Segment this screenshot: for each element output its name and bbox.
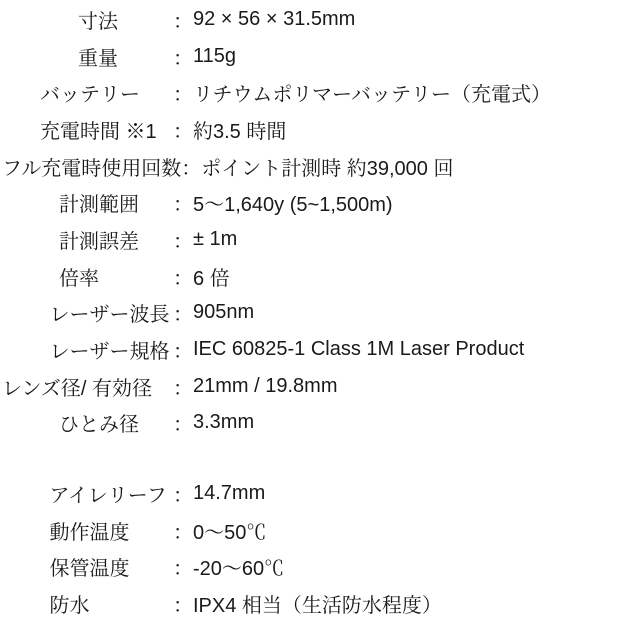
colon-separator: ： bbox=[173, 595, 193, 618]
spec-row bbox=[2, 512, 636, 549]
colon-separator: ： bbox=[173, 485, 193, 508]
colon-separator: ： bbox=[173, 267, 193, 290]
spec-label: 重量 bbox=[78, 47, 118, 70]
spec-row bbox=[2, 111, 636, 148]
colon-separator: ： bbox=[173, 230, 193, 253]
spec-row bbox=[2, 74, 636, 111]
spec-value: IEC 60825-1 Class 1M Laser Product bbox=[193, 338, 525, 361]
spec-row bbox=[2, 148, 636, 185]
spec-value: リチウムポリマーバッテリー（充電式） bbox=[193, 84, 551, 107]
spec-value: 115g bbox=[193, 44, 237, 67]
spec-row bbox=[2, 475, 636, 512]
spec-section bbox=[2, 475, 636, 622]
colon-separator: ： bbox=[173, 377, 193, 400]
spec-row bbox=[2, 549, 636, 586]
spec-label: アイレリーフ bbox=[49, 485, 167, 508]
spec-row bbox=[2, 38, 636, 75]
spec-value: 905nm bbox=[193, 301, 255, 324]
spec-label: 計測範囲 bbox=[59, 194, 139, 217]
spec-value: 3.3mm bbox=[193, 411, 255, 434]
spec-value: ± 1m bbox=[193, 227, 238, 250]
spec-value: 約3.5 時間 bbox=[193, 120, 287, 143]
spec-row bbox=[2, 368, 636, 405]
spec-label: 防水 bbox=[49, 595, 90, 618]
spec-value: 14.7mm bbox=[193, 482, 266, 505]
spec-label: バッテリー bbox=[40, 84, 140, 107]
spec-value: IPX4 相当（生活防水程度） bbox=[193, 595, 442, 618]
spec-value: 21mm / 19.8mm bbox=[193, 374, 338, 397]
spec-section bbox=[2, 1, 636, 441]
colon-separator: ： bbox=[173, 521, 193, 544]
spec-label: 寸法 bbox=[78, 10, 118, 33]
spec-row bbox=[2, 295, 636, 332]
spec-label: 動作温度 bbox=[49, 521, 130, 544]
spec-row bbox=[2, 405, 636, 442]
spec-label: ひとみ径 bbox=[59, 414, 139, 437]
spec-label: 充電時間 ※1 bbox=[40, 120, 157, 143]
spec-label: 倍率 bbox=[59, 267, 99, 290]
spec-row bbox=[2, 1, 636, 38]
colon-separator: ： bbox=[173, 10, 193, 33]
spec-row bbox=[2, 585, 636, 622]
spec-label: 計測誤差 bbox=[59, 230, 139, 253]
colon-separator: ： bbox=[173, 47, 193, 70]
colon-separator: ： bbox=[173, 84, 193, 107]
colon-separator: ： bbox=[181, 157, 202, 180]
colon-separator: ： bbox=[173, 414, 193, 437]
spec-value: 6 倍 bbox=[193, 267, 230, 290]
spec-label: 保管温度 bbox=[49, 558, 130, 581]
spec-row bbox=[2, 331, 636, 368]
spec-row bbox=[2, 221, 636, 258]
colon-separator: ： bbox=[173, 558, 193, 581]
spec-row bbox=[2, 258, 636, 295]
colon-separator: ： bbox=[173, 120, 193, 143]
spec-value: ポイント計測時 約39,000 回 bbox=[201, 157, 454, 180]
spec-label: レンズ径/ 有効径 bbox=[2, 377, 153, 400]
spec-value: 92 × 56 × 31.5mm bbox=[193, 7, 356, 30]
spec-label: フル充電時使用回数 bbox=[2, 157, 182, 180]
spec-row bbox=[2, 184, 636, 221]
spec-value: 0～50℃ bbox=[193, 521, 267, 544]
spec-value: 5～1,640y (5~1,500m) bbox=[193, 194, 393, 217]
colon-separator: ： bbox=[173, 341, 193, 364]
colon-separator: ： bbox=[173, 194, 193, 217]
spec-label: レーザー波長 bbox=[49, 304, 170, 327]
colon-separator: ： bbox=[173, 304, 193, 327]
spec-value: -20～60℃ bbox=[193, 558, 285, 581]
spec-label: レーザー規格 bbox=[49, 341, 170, 364]
